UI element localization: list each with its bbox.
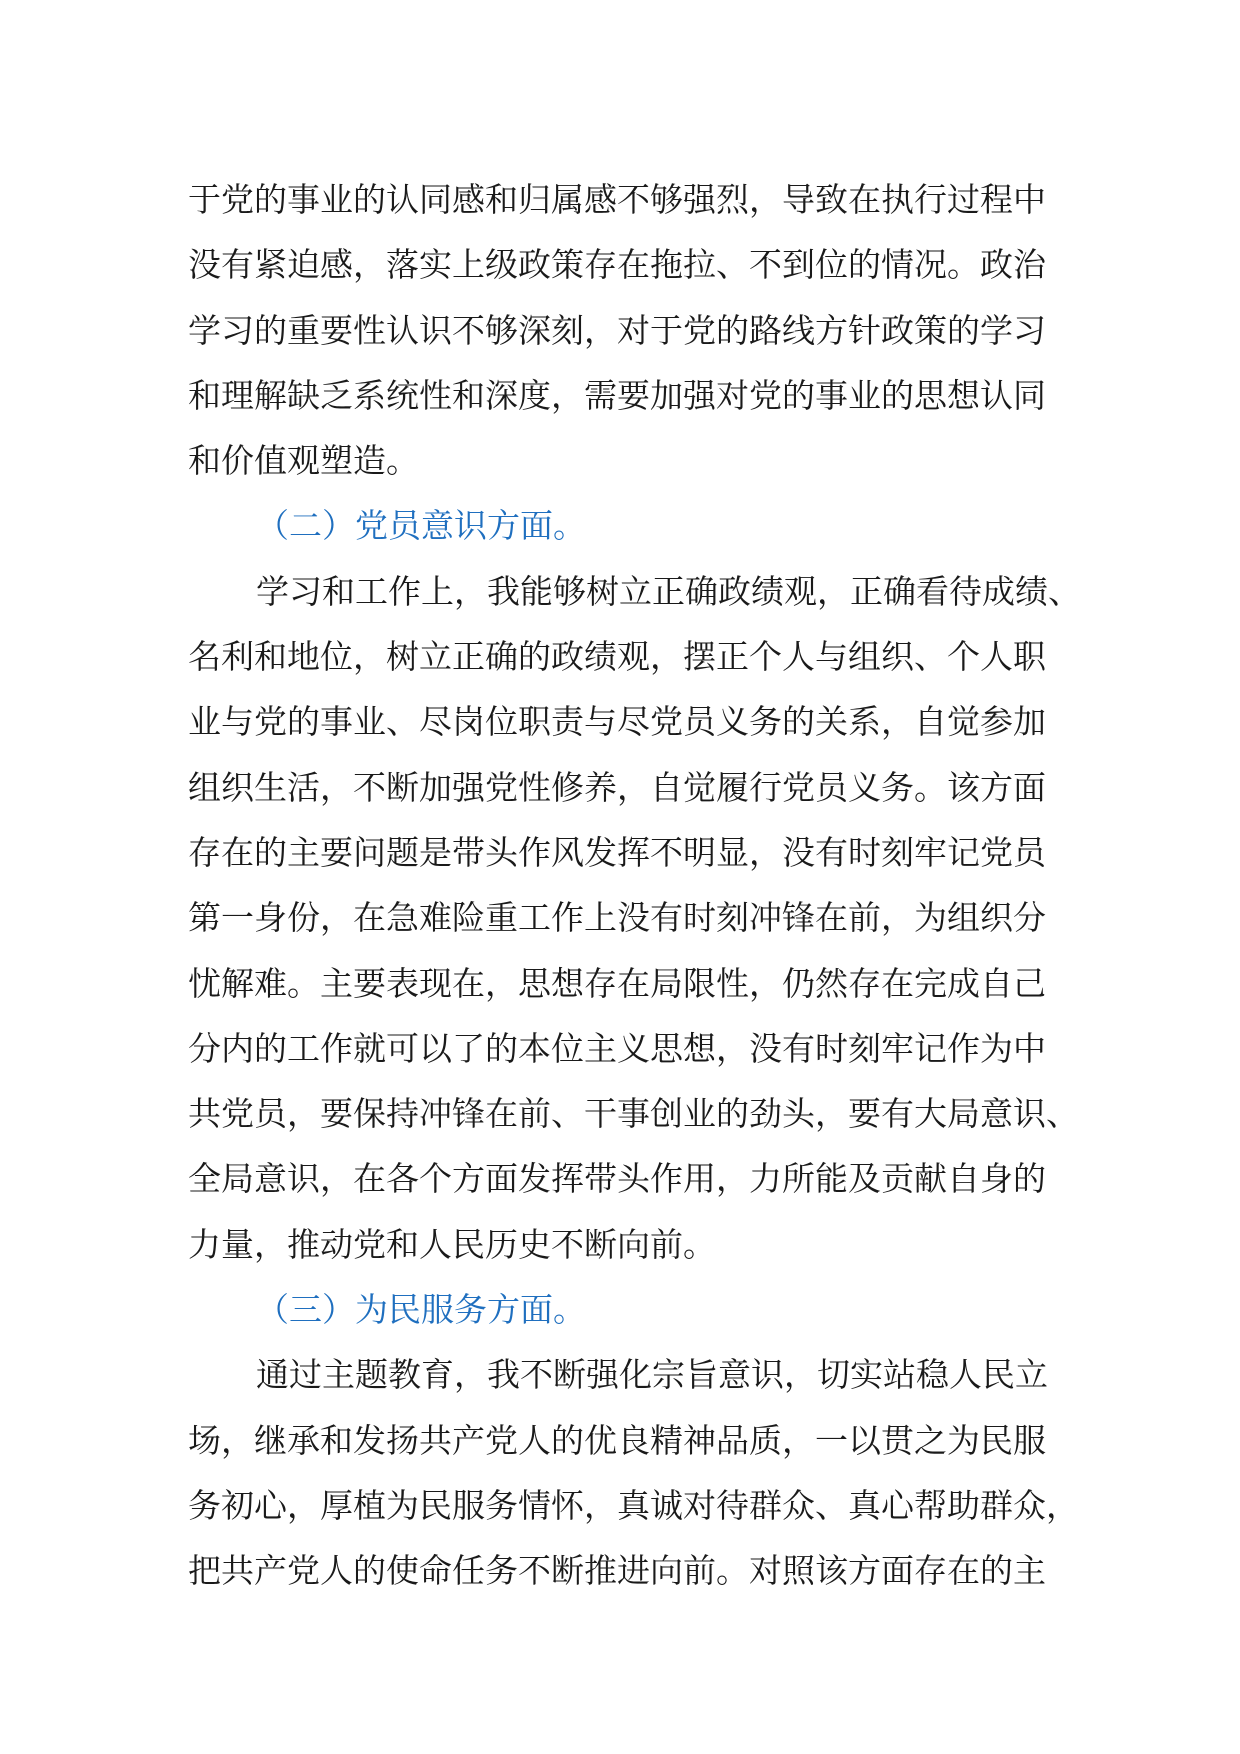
text-line: 把共产党人的使命任务不断推进向前。对照该方面存在的主 xyxy=(188,1551,1046,1591)
text-line: 共党员，要保持冲锋在前、干事创业的劲头，要有大局意识、 xyxy=(188,1094,1079,1134)
paragraph-first-line: 通过主题教育，我不断强化宗旨意识，切实站稳人民立 xyxy=(256,1355,1048,1395)
text-line: 没有紧迫感，落实上级政策存在拖拉、不到位的情况。政治 xyxy=(188,245,1046,285)
section-heading: （二）党员意识方面。 xyxy=(256,506,586,546)
paragraph-first-line: 学习和工作上，我能够树立正确政绩观，正确看待成绩、 xyxy=(256,571,1081,611)
text-line: 组织生活，不断加强党性修养，自觉履行党员义务。该方面 xyxy=(188,767,1046,807)
text-line: 力量，推动党和人民历史不断向前。 xyxy=(188,1224,716,1264)
text-line: 全局意识，在各个方面发挥带头作用，力所能及贡献自身的 xyxy=(188,1159,1046,1199)
text-line: 存在的主要问题是带头作风发挥不明显，没有时刻牢记党员 xyxy=(188,832,1046,872)
text-line: 忧解难。主要表现在，思想存在局限性，仍然存在完成自己 xyxy=(188,963,1046,1003)
document-body xyxy=(188,167,1081,1604)
section-heading: （三）为民服务方面。 xyxy=(256,1290,586,1330)
text-line: 于党的事业的认同感和归属感不够强烈，导致在执行过程中 xyxy=(188,180,1046,219)
text-line: 业与党的事业、尽岗位职责与尽党员义务的关系，自觉参加 xyxy=(188,702,1046,742)
text-line: 第一身份，在急难险重工作上没有时刻冲锋在前，为组织分 xyxy=(188,898,1046,938)
text-line: 和价值观塑造。 xyxy=(188,441,419,481)
text-line: 名利和地位，树立正确的政绩观，摆正个人与组织、个人职 xyxy=(188,637,1046,677)
text-line: 和理解缺乏系统性和深度，需要加强对党的事业的思想认同 xyxy=(188,375,1046,415)
text-line: 场，继承和发扬共产党人的优良精神品质，一以贯之为民服 xyxy=(188,1420,1046,1460)
text-line: 分内的工作就可以了的本位主义思想，没有时刻牢记作为中 xyxy=(188,1028,1046,1068)
text-line: 学习的重要性认识不够深刻，对于党的路线方针政策的学习 xyxy=(188,310,1046,350)
text-line: 务初心，厚植为民服务情怀，真诚对待群众、真心帮助群众， xyxy=(188,1485,1079,1525)
